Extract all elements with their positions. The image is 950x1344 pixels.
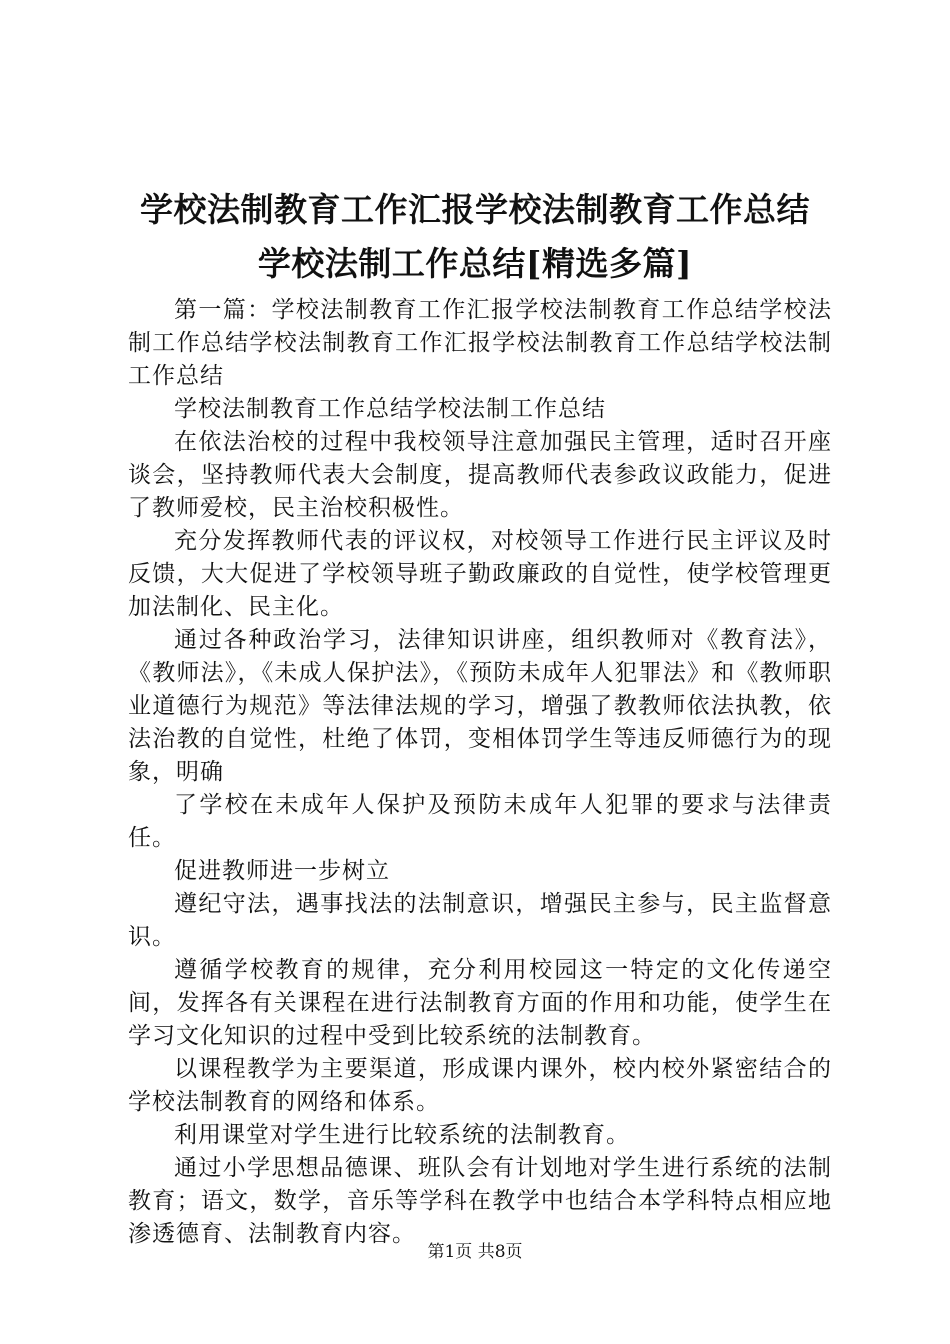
paragraph: 充分发挥教师代表的评议权，对校领导工作进行民主评议及时反馈，大大促进了学校领导班子勤政廉政的自觉性，使学校管理更加法制化、民主化。 <box>128 528 832 620</box>
page-footer: 第1页 共8页 <box>427 1242 523 1262</box>
paragraph: 通过各种政治学习，法律知识讲座，组织教师对《教育法》，《教师法》，《未成人保护法》，《预防未成年人犯罪法》和《教师职业道德行为规范》等法律法规的学习，增强了教教师依法执教，依法治教的自觉性，杜绝了体罚，变相体罚学生等违反师德行为的现象，明确 <box>128 627 832 785</box>
paragraph: 学校法制教育工作总结学校法制工作总结 <box>174 396 606 422</box>
paragraph: 了学校在未成年人保护及预防未成年人犯罪的要求与法律责任。 <box>128 792 832 851</box>
paragraph: 以课程教学为主要渠道，形成课内课外，校内校外紧密结合的学校法制教育的网络和体系。 <box>128 1056 832 1115</box>
paragraph: 通过小学思想品德课、班队会有计划地对学生进行系统的法制教育；语文，数学，音乐等学科在教学中也结合本学科特点相应地渗透德育、法制教育内容。 <box>128 1155 832 1247</box>
paragraph: 遵纪守法，遇事找法的法制意识，增强民主参与，民主监督意识。 <box>128 891 832 950</box>
paragraph: 遵循学校教育的规律，充分利用校园这一特定的文化传递空间，发挥各有关课程在进行法制教育方面的作用和功能，使学生在学习文化知识的过程中受到比较系统的法制教育。 <box>128 957 832 1049</box>
paragraph: 在依法治校的过程中我校领导注意加强民主管理，适时召开座谈会，坚持教师代表大会制度，提高教师代表参政议政能力，促进了教师爱校，民主治校积极性。 <box>128 429 832 521</box>
document-title-line-2: 学校法制工作总结[精选多篇] <box>257 244 693 283</box>
document-body <box>128 294 832 1251</box>
paragraph: 利用课堂对学生进行比较系统的法制教育。 <box>174 1122 630 1148</box>
paragraph: 促进教师进一步树立 <box>174 858 390 884</box>
paragraph: 第一篇：学校法制教育工作汇报学校法制教育工作总结学校法制工作总结学校法制教育工作汇报学校法制教育工作总结学校法制工作总结 <box>128 297 832 389</box>
document-title-line-1: 学校法制教育工作汇报学校法制教育工作总结 <box>140 190 810 229</box>
